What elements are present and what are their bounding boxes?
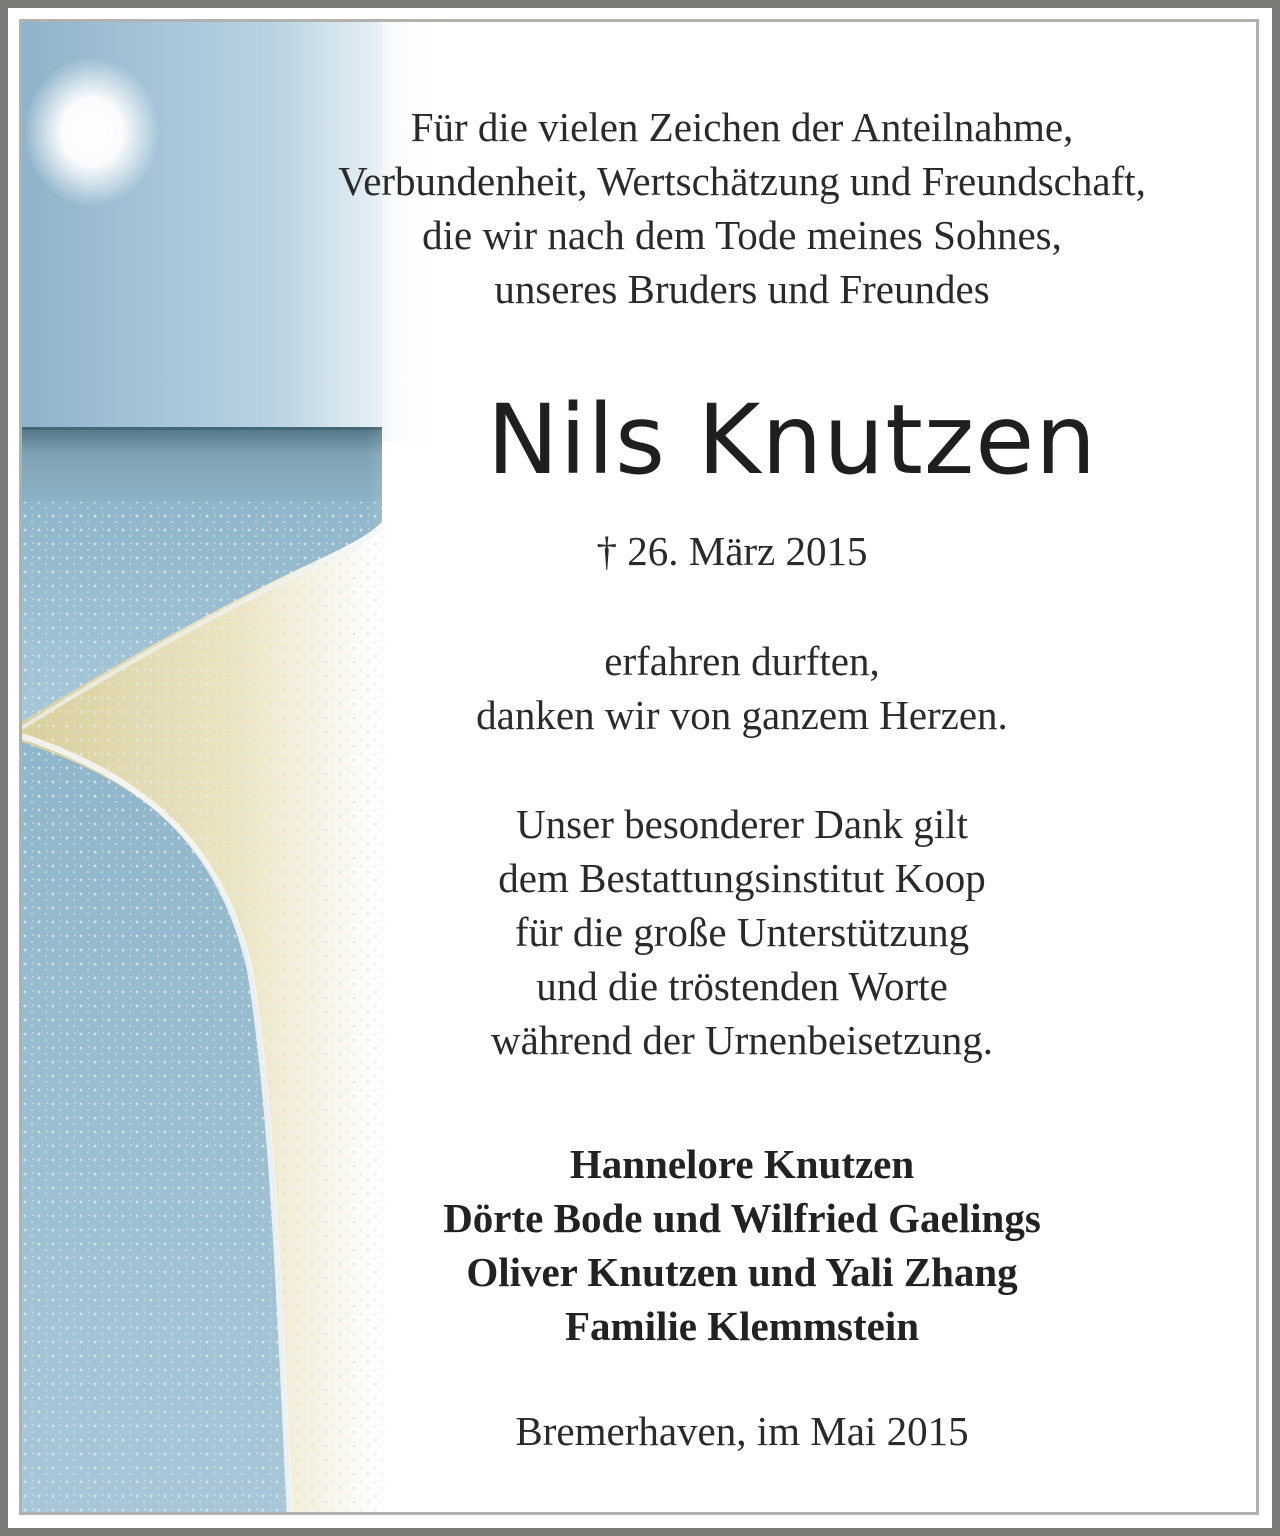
notice-frame	[19, 19, 1259, 1515]
signer-name: Dörte Bode und Wilfried Gaelings	[443, 1195, 1041, 1241]
death-date: † 26. März 2015	[596, 528, 868, 574]
special-thanks-line: für die große Unterstützung	[514, 909, 970, 955]
special-thanks-line: Unser besonderer Dank gilt	[515, 801, 968, 847]
place-and-date: Bremerhaven, im Mai 2015	[515, 1408, 969, 1454]
signers-list	[237, 1137, 1247, 1353]
signer-name: Hannelore Knutzen	[569, 1141, 915, 1187]
special-thanks-line: während der Urnenbeisetzung.	[490, 1017, 994, 1063]
special-thanks-line: dem Bestattungsinstitut Koop	[498, 855, 986, 901]
intro-line: Verbundenheit, Wertschätzung und Freundschaft,	[338, 158, 1146, 204]
special-thanks-text	[237, 797, 1247, 1067]
special-thanks-line: und die tröstenden Worte	[536, 963, 948, 1009]
thanks-text	[237, 634, 1247, 742]
intro-line: Für die vielen Zeichen der Anteilnahme,	[410, 104, 1074, 150]
intro-text	[237, 100, 1247, 316]
intro-line: unseres Bruders und Freundes	[494, 266, 990, 312]
thanks-line: erfahren durften,	[604, 638, 880, 684]
signer-name: Familie Klemmstein	[564, 1303, 920, 1349]
intro-line: die wir nach dem Tode meines Sohnes,	[422, 212, 1062, 258]
signer-name: Oliver Knutzen und Yali Zhang	[466, 1249, 1018, 1295]
thanks-line: danken wir von ganzem Herzen.	[476, 692, 1008, 738]
deceased-name: Nils Knutzen	[486, 384, 1098, 496]
